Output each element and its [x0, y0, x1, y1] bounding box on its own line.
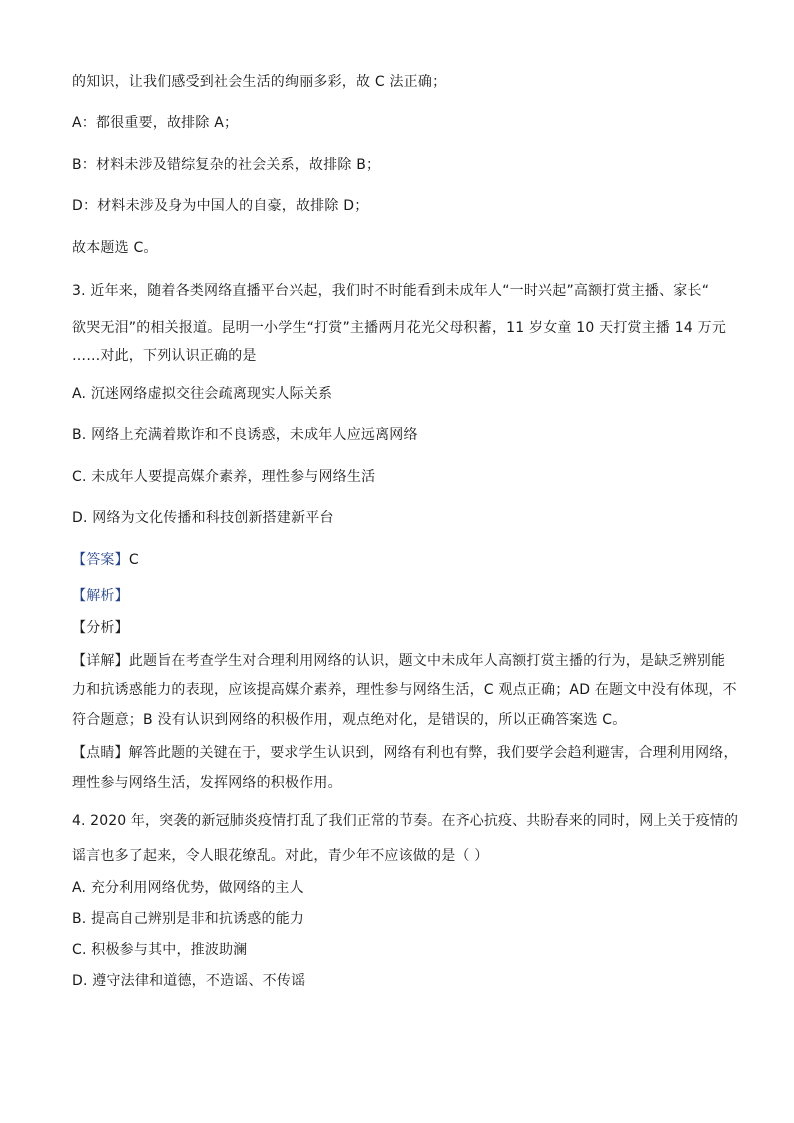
detail-text: 此题旨在考查学生对合理利用网络的认识，题文中未成年人高额打赏主播的行为，是缺乏辨别能 [128, 653, 726, 669]
q4-option-d: D. 遵守法律和道德，不造谣、不传谣 [72, 973, 306, 989]
dianjing-text-line: 理性参与网络生活，发挥网络的积极作用。 [72, 775, 342, 791]
option-explanation-d: D：材料未涉及身为中国人的自豪，故排除 D； [72, 198, 369, 214]
detail-row [72, 651, 725, 671]
answer-tag: 【答案】 [72, 552, 129, 568]
q4-stem-line: 谣言也多了起来，令人眼花缭乱。对此，青少年不应该做的是（ ） [72, 848, 489, 864]
option-explanation-b: B：材料未涉及错综复杂的社会关系，故排除 B； [72, 157, 381, 173]
conclusion-line: 故本题选 C。 [72, 240, 158, 256]
analysis-tag-text: 【解析】 [72, 588, 129, 604]
fenxi-tag [72, 618, 129, 638]
q3-option-d: D. 网络为文化传播和科技创新搭建新平台 [72, 510, 334, 526]
q3-option-b: B. 网络上充满着欺诈和不良诱惑，未成年人应远离网络 [72, 427, 418, 443]
q4-option-b: B. 提高自己辨别是非和抗诱惑的能力 [72, 911, 305, 927]
detail-text-line: 符合题意；B 没有认识到网络的积极作用，观点绝对化，是错误的，所以正确答案选 C。 [72, 712, 627, 728]
dianjing-row [72, 743, 738, 763]
q3-stem-line: 欲哭无泪”的相关报道。昆明一小学生“打赏”主播两月花光父母积蓄，11 岁女童 10 天打赏主播 14 万元 [72, 320, 727, 336]
analysis-tag [72, 586, 129, 606]
detail-tag: 【详解】 [72, 653, 129, 669]
q4-option-a: A. 充分利用网络优势，做网络的主人 [72, 880, 304, 896]
q3-stem-line: ……对此，下列认识正确的是 [72, 348, 257, 364]
option-explanation-a: A：都很重要，故排除 A； [72, 115, 239, 131]
dianjing-tag: 【点睛】 [72, 745, 129, 761]
continuation-line: 的知识，让我们感受到社会生活的绚丽多彩，故 C 法正确； [72, 74, 447, 90]
fenxi-tag-text: 【分析】 [72, 620, 129, 636]
q4-stem-line: 4. 2020 年，突袭的新冠肺炎疫情打乱了我们正常的节奏。在齐心抗疫、共盼春来的同时，网上关于疫情的 [72, 813, 739, 829]
q4-option-c: C. 积极参与其中，推波助澜 [72, 942, 248, 958]
q3-stem-line: 3. 近年来，随着各类网络直播平台兴起，我们时不时能看到未成年人“一时兴起”高额打赏主播、家长“ [72, 283, 710, 299]
detail-text-line: 力和抗诱惑能力的表现，应该提高媒介素养，理性参与网络生活，C 观点正确；AD 在题文中没有体现，不 [72, 682, 737, 698]
dianjing-text: 解答此题的关键在于，要求学生认识到，网络有利也有弊，我们要学会趋利避害，合理利用网络， [128, 745, 738, 761]
q3-answer-row [72, 550, 139, 570]
answer-value: C [128, 552, 139, 568]
q3-option-c: C. 未成年人要提高媒介素养，理性参与网络生活 [72, 469, 376, 485]
q3-option-a: A. 沉迷网络虚拟交往会疏离现实人际关系 [72, 386, 333, 402]
